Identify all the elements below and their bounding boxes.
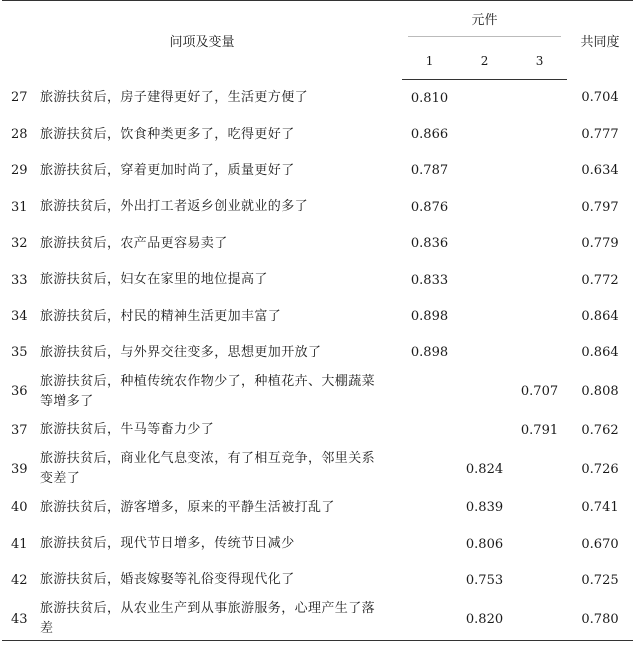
item-number: 42 [11, 572, 28, 588]
item-text: 旅游扶贫后，村民的精神生活更加丰富了 [40, 308, 282, 324]
table-row [2, 371, 633, 412]
table-row [2, 298, 633, 334]
item-number: 34 [11, 309, 28, 325]
communality-value: 0.780 [567, 599, 633, 641]
component-3-loading [512, 335, 567, 371]
communality-value: 0.741 [581, 500, 619, 516]
table-row [2, 153, 633, 189]
component-2-loading: 0.824 [465, 461, 504, 477]
component-1-loading: 0.787 [410, 163, 449, 179]
table-row [2, 562, 633, 598]
item-text: 旅游扶贫后，妇女在家里的地位提高了 [40, 272, 268, 288]
component-1-loading: 0.836 [410, 236, 449, 252]
component-1-header: 1 [402, 43, 457, 80]
component-2-loading [457, 298, 512, 334]
component-3-loading [512, 80, 567, 117]
component-2-loading: 0.753 [465, 572, 504, 588]
component-3-loading [512, 226, 567, 262]
item-number: 32 [11, 236, 28, 252]
item-number: 43 [2, 599, 40, 641]
component-3-loading: 0.791 [520, 422, 559, 438]
components-header-label: 元件 [408, 9, 561, 37]
item-text: 旅游扶贫后，商业化气息变浓，有了相互竞争，邻里关系变差了 [40, 451, 376, 487]
table-row [2, 189, 633, 225]
communality-value: 0.634 [581, 163, 619, 179]
table-body [2, 80, 633, 641]
component-3-loading [512, 153, 567, 189]
table-row [2, 526, 633, 562]
component-2-loading [457, 262, 512, 298]
communality-value: 0.864 [581, 345, 619, 361]
component-3-loading [512, 526, 567, 562]
item-number: 37 [11, 422, 28, 438]
component-3-header: 3 [512, 43, 567, 80]
component-1-loading: 0.898 [410, 309, 449, 325]
component-1-loading [402, 526, 457, 562]
component-2-loading [457, 80, 512, 117]
item-number: 41 [11, 536, 28, 552]
item-text: 旅游扶贫后，游客增多，原来的平静生活被打乱了 [40, 499, 335, 515]
item-column-header: 问项及变量 [2, 1, 402, 80]
component-3-loading [512, 599, 567, 641]
communality-value: 0.777 [581, 127, 619, 143]
component-2-loading: 0.839 [465, 500, 504, 516]
component-2-loading [457, 412, 512, 448]
communality-value: 0.772 [581, 272, 619, 288]
component-1-loading [402, 599, 457, 641]
component-3-loading [512, 449, 567, 490]
item-text: 旅游扶贫后，饮食种类更多了，吃得更好了 [40, 126, 295, 142]
table-row [2, 599, 633, 641]
component-1-loading [402, 412, 457, 448]
item-text: 旅游扶贫后，婚丧嫁娶等礼俗变得现代化了 [40, 572, 295, 588]
header-row-1 [2, 1, 633, 44]
component-3-loading [512, 189, 567, 225]
component-3-loading [512, 262, 567, 298]
component-1-loading: 0.876 [410, 199, 449, 215]
component-1-loading: 0.810 [410, 90, 449, 106]
component-1-loading [402, 449, 457, 490]
communality-value: 0.725 [581, 572, 619, 588]
item-text: 旅游扶贫后，从农业生产到从事旅游服务，心理产生了落差 [40, 599, 402, 641]
communality-value: 0.726 [581, 461, 619, 477]
component-2-loading [457, 189, 512, 225]
component-3-loading [512, 116, 567, 152]
factor-loading-table-container [2, 0, 633, 641]
component-1-loading: 0.833 [410, 272, 449, 288]
item-number: 35 [11, 345, 28, 361]
component-2-loading: 0.820 [457, 599, 512, 641]
item-text: 旅游扶贫后，与外界交往变多，思想更加开放了 [40, 344, 322, 360]
item-number: 36 [11, 384, 28, 400]
item-text: 旅游扶贫后，房子建得更好了，生活更方便了 [40, 89, 309, 105]
item-text: 旅游扶贫后，外出打工者返乡创业就业的多了 [40, 199, 309, 215]
communality-value: 0.670 [581, 536, 619, 552]
item-number: 28 [11, 127, 28, 143]
table-row [2, 80, 633, 117]
item-number: 31 [11, 199, 28, 215]
communality-value: 0.762 [581, 422, 619, 438]
component-2-header: 2 [457, 43, 512, 80]
table-row [2, 490, 633, 526]
component-2-loading [457, 116, 512, 152]
communality-value: 0.797 [581, 199, 619, 215]
component-3-loading: 0.707 [520, 384, 559, 400]
item-text: 旅游扶贫后，牛马等畜力少了 [40, 422, 215, 438]
component-1-loading [402, 490, 457, 526]
item-text: 旅游扶贫后，种植传统农作物少了，种植花卉、大棚蔬菜等增多了 [40, 373, 376, 409]
components-header [402, 1, 567, 44]
component-1-loading [402, 371, 457, 412]
component-1-loading: 0.898 [410, 345, 449, 361]
component-1-loading: 0.866 [410, 127, 449, 143]
component-2-loading [457, 371, 512, 412]
component-3-loading [512, 490, 567, 526]
communality-value: 0.864 [581, 309, 619, 325]
item-number: 39 [11, 461, 28, 477]
communality-value: 0.704 [581, 90, 619, 106]
component-1-loading [402, 562, 457, 598]
component-2-loading [457, 226, 512, 262]
table-row [2, 412, 633, 448]
table-header [2, 1, 633, 80]
item-number: 40 [11, 500, 28, 516]
table-row [2, 449, 633, 490]
item-text: 旅游扶贫后，现代节日增多，传统节日减少 [40, 536, 295, 552]
component-2-loading: 0.806 [465, 536, 504, 552]
communality-value: 0.779 [581, 236, 619, 252]
item-text: 旅游扶贫后，穿着更加时尚了，质量更好了 [40, 162, 295, 178]
component-2-loading [457, 335, 512, 371]
table-row [2, 116, 633, 152]
item-number: 27 [11, 90, 28, 106]
component-3-loading [512, 562, 567, 598]
component-3-loading [512, 298, 567, 334]
item-text: 旅游扶贫后，农产品更容易卖了 [40, 235, 228, 251]
component-2-loading [457, 153, 512, 189]
communality-header: 共同度 [567, 1, 633, 80]
item-number: 33 [11, 272, 28, 288]
table-row [2, 226, 633, 262]
communality-value: 0.808 [581, 384, 619, 400]
item-number: 29 [11, 163, 28, 179]
table-row [2, 335, 633, 371]
table-row [2, 262, 633, 298]
factor-loading-table [2, 0, 633, 641]
